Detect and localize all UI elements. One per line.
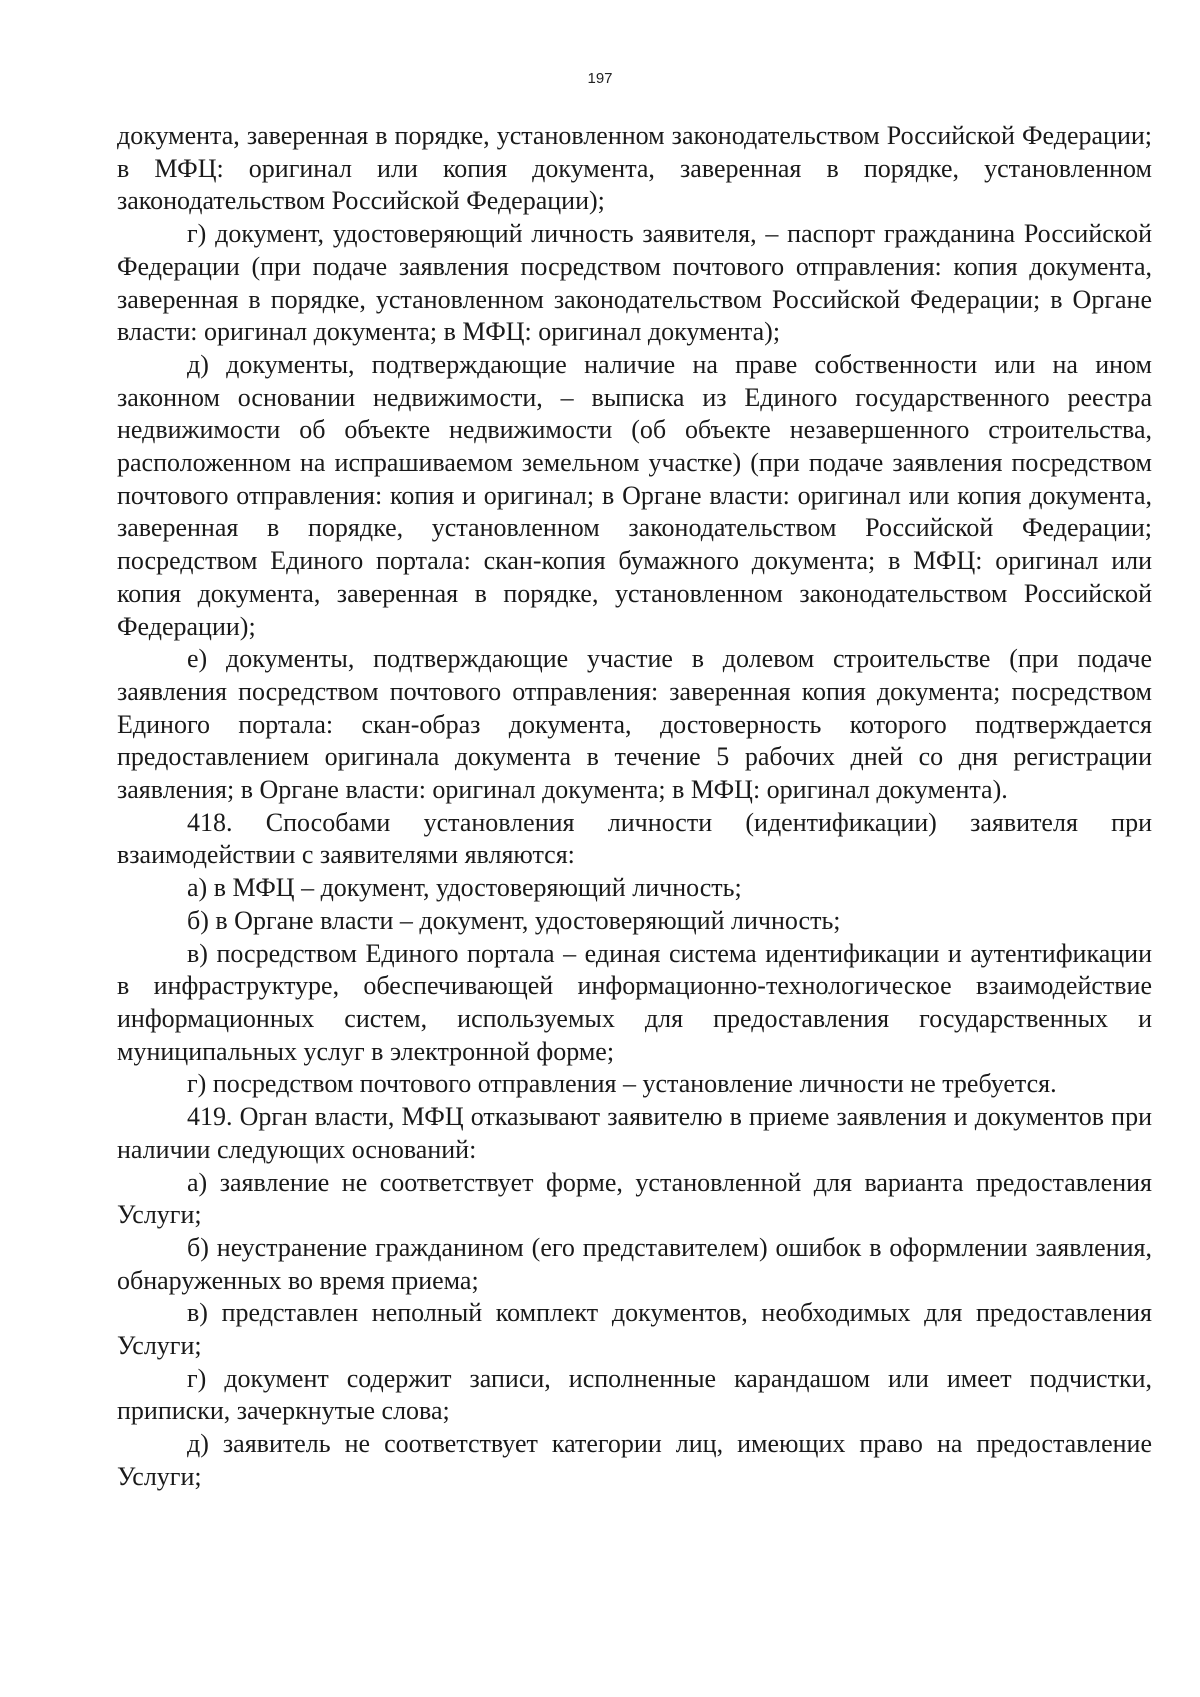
paragraph-continuation: документа, заверенная в порядке, установленном законодательством Российской Федерации; в МФЦ: оригинал или копия документа, заверенная в порядке, установленном законодательством Российской Федерации); bbox=[117, 121, 1152, 216]
paragraph-418-v: в) посредством Единого портала – единая система идентификации и аутентификации в инфраструктуре, обеспечивающей информационно-технологическое взаимодействие информационных систем, используемых для предоставления государственных и муниципальных услуг в электронной форме; bbox=[117, 938, 1152, 1066]
paragraph-item-d-property: д) документы, подтверждающие наличие на праве собственности или на ином законном основании недвижимости, – выписка из Единого государственного реестра недвижимости об объекте недвижимости (об объекте незавершенного строительства, расположенном на испрашиваемом земельном участке) (при подаче заявления посредством почтового отправления: копия и оригинал; в Органе власти: оригинал или копия документа, заверенная в порядке, установленном законодательством Российской Федерации; посредством Единого портала: скан-копия бумажного документа; в МФЦ: оригинал или копия документа, заверенная в порядке, установленном законодательством Российской Федерации); bbox=[117, 349, 1152, 641]
paragraph-419-b: б) неустранение гражданином (его представителем) ошибок в оформлении заявления, обнаруженных во время приема; bbox=[117, 1232, 1152, 1295]
document-body bbox=[117, 120, 1152, 1494]
paragraph-418-a: а) в МФЦ – документ, удостоверяющий личность; bbox=[187, 873, 742, 903]
paragraph-418-g: г) посредством почтового отправления – установление личности не требуется. bbox=[187, 1069, 1057, 1099]
paragraph-418-b: б) в Органе власти – документ, удостоверяющий личность; bbox=[187, 905, 841, 935]
paragraph-clause-419: 419. Орган власти, МФЦ отказывают заявителю в приеме заявления и документов при наличии следующих оснований: bbox=[117, 1102, 1152, 1164]
paragraph-419-a: а) заявление не соответствует форме, установленной для варианта предоставления Услуги; bbox=[117, 1167, 1152, 1230]
page-number: 197 bbox=[587, 70, 613, 87]
paragraph-item-g-identity: г) документ, удостоверяющий личность заявителя, – паспорт гражданина Российской Федерации (при подаче заявления посредством почтового отправления: копия документа, заверенная в порядке, установленном законодательством Российской Федерации; в Органе власти: оригинал документа; в МФЦ: оригинал документа); bbox=[117, 219, 1152, 347]
paragraph-419-v: в) представлен неполный комплект документов, необходимых для предоставления Услуги; bbox=[117, 1298, 1152, 1361]
paragraph-419-g: г) документ содержит записи, исполненные карандашом или имеет подчистки, приписки, зачеркнутые слова; bbox=[117, 1363, 1152, 1426]
paragraph-clause-418: 418. Способами установления личности (идентификации) заявителя при взаимодействии с заявителями являются: bbox=[117, 807, 1152, 870]
paragraph-419-d: д) заявитель не соответствует категории лиц, имеющих право на предоставление Услуги; bbox=[117, 1429, 1152, 1491]
paragraph-item-e-shared-construction: е) документы, подтверждающие участие в долевом строительстве (при подаче заявления посредством почтового отправления: заверенная копия документа; посредством Единого портала: скан-образ документа, достоверность которого подтверждается предоставлением оригинала документа в течение 5 рабочих дней со дня регистрации заявления; в Органе власти: оригинал документа; в МФЦ: оригинал документа). bbox=[117, 644, 1152, 805]
